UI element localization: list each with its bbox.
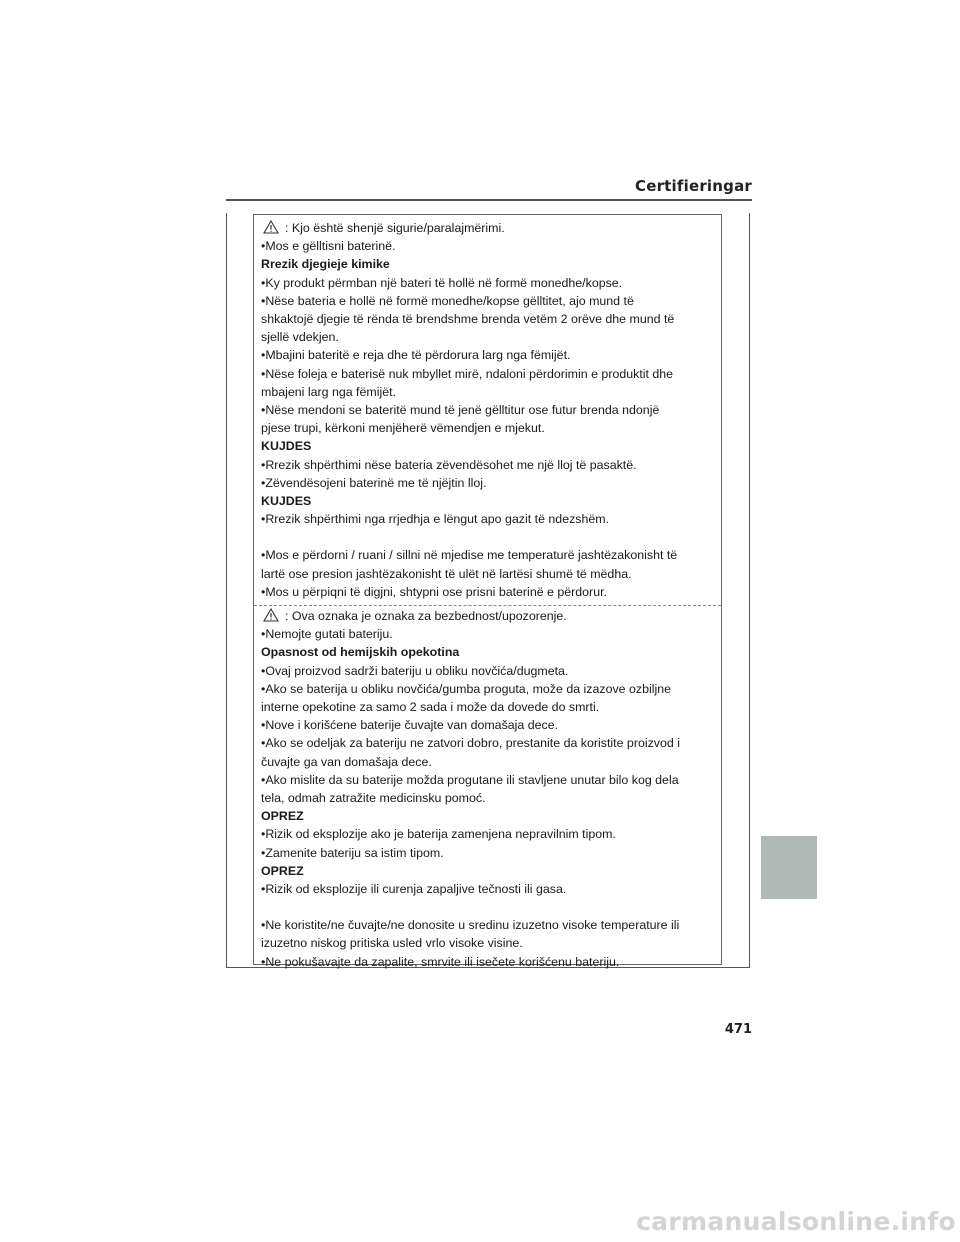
text-line: •Zëvendësojeni baterinë me të njëjtin lloj. <box>261 475 487 490</box>
text-line: lartë ose presion jashtëzakonisht të ulët në lartësi shumë të mëdha. <box>261 566 632 581</box>
section-albanian <box>261 219 713 601</box>
section-heading: KUJDES <box>261 494 312 509</box>
text-line: •Ako se odeljak za bateriju ne zatvori dobro, prestanite da koristite proizvod i <box>261 736 680 751</box>
text-line: •Ne koristite/ne čuvajte/ne donosite u sredinu izuzetno visoke temperature ili <box>261 918 680 933</box>
section-heading: KUJDES <box>261 439 312 454</box>
section-divider <box>254 605 721 606</box>
text-line: •Ky produkt përmban një bateri të hollë në formë monedhe/kopse. <box>261 275 623 290</box>
section-heading: Opasnost od hemijskih opekotina <box>261 645 460 660</box>
section-serbian-lines <box>261 625 713 971</box>
text-line: •Nemojte gutati bateriju. <box>261 627 393 642</box>
text-line: shkaktojë djegie të rënda të brendshme brenda vetëm 2 orëve dhe mund të <box>261 312 675 327</box>
blank-line <box>261 898 713 916</box>
text-line: •Nëse bateria e hollë në formë monedhe/kopse gëlltitet, ajo mund të <box>261 293 634 308</box>
text-line: •Rizik od eksplozije ako je baterija zamenjena nepravilnim tipom. <box>261 827 616 842</box>
page-header-title: Certifieringar <box>634 177 752 195</box>
page-number: 471 <box>724 1022 752 1037</box>
text-line: •Mos e përdorni / ruani / sillni në mjedise me temperaturë jashtëzakonisht të <box>261 548 678 563</box>
section-heading: Rrezik djegieje kimike <box>261 257 390 272</box>
warning-triangle-icon <box>263 220 279 234</box>
chapter-side-tab <box>761 836 817 899</box>
text-line: izuzetno niskog pritiska usled vrlo visoke visine. <box>261 936 523 951</box>
section-albanian-lines <box>261 237 713 601</box>
warning-caption-text: : Ova oznaka je oznaka za bezbednost/upozorenje. <box>285 609 567 623</box>
text-line: interne opekotine za samo 2 sada i može da dovede do smrti. <box>261 700 600 715</box>
blank-line <box>261 528 713 546</box>
text-line: •Rizik od eksplozije ili curenja zapaljive tečnosti ili gasa. <box>261 882 567 897</box>
text-line: •Rrezik shpërthimi nëse bateria zëvendësohet me një lloj të pasaktë. <box>261 457 637 472</box>
section-serbian <box>261 607 713 971</box>
safety-notice-box <box>253 214 722 969</box>
warning-caption-text: : Kjo është shenjë sigurie/paralajmërimi. <box>285 221 505 235</box>
text-line: •Nëse foleja e baterisë nuk mbyllet mirë, ndaloni përdorimin e produktit dhe <box>261 366 674 381</box>
text-line: •Nove i korišćene baterije čuvajte van domašaja dece. <box>261 718 559 733</box>
text-line: tela, odmah zatražite medicinsku pomoć. <box>261 791 486 806</box>
text-line: •Ovaj proizvod sadrži bateriju u obliku novčića/dugmeta. <box>261 663 569 678</box>
header-rule <box>226 199 752 201</box>
text-line: •Nëse mendoni se bateritë mund të jenë gëlltitur ose futur brenda ndonjë <box>261 403 660 418</box>
text-line: •Mos u përpiqni të digjni, shtypni ose prisni baterinë e përdorur. <box>261 584 607 599</box>
text-line: čuvajte ga van domašaja dece. <box>261 754 432 769</box>
text-line: •Ako se baterija u obliku novčića/gumba proguta, može da izazove ozbiljne <box>261 681 672 696</box>
text-line: •Rrezik shpërthimi nga rrjedhja e lëngut apo gazit të ndezshëm. <box>261 512 610 527</box>
text-line: •Ako mislite da su baterije možda progutane ili stavljene unutar bilo kog dela <box>261 772 679 787</box>
text-line: sjellë vdekjen. <box>261 330 339 345</box>
text-line: •Mos e gëlltisni baterinë. <box>261 239 396 254</box>
watermark: carmanualsonline.info <box>636 1207 956 1236</box>
text-line: •Mbajini bateritë e reja dhe të përdorura larg nga fëmijët. <box>261 348 571 363</box>
warning-triangle-icon <box>263 608 279 622</box>
text-line: •Zamenite bateriju sa istim tipom. <box>261 845 444 860</box>
section-heading: OPREZ <box>261 809 304 824</box>
section-heading: OPREZ <box>261 863 304 878</box>
warning-caption-line <box>261 607 713 625</box>
warning-caption-line <box>261 219 713 237</box>
text-line: pjese trupi, kërkoni menjëherë vëmendjen e mjekut. <box>261 421 545 436</box>
text-line: mbajeni larg nga fëmijët. <box>261 384 396 399</box>
text-line: •Ne pokušavajte da zapalite, smrvite ili isečete korišćenu bateriju. <box>261 954 620 969</box>
